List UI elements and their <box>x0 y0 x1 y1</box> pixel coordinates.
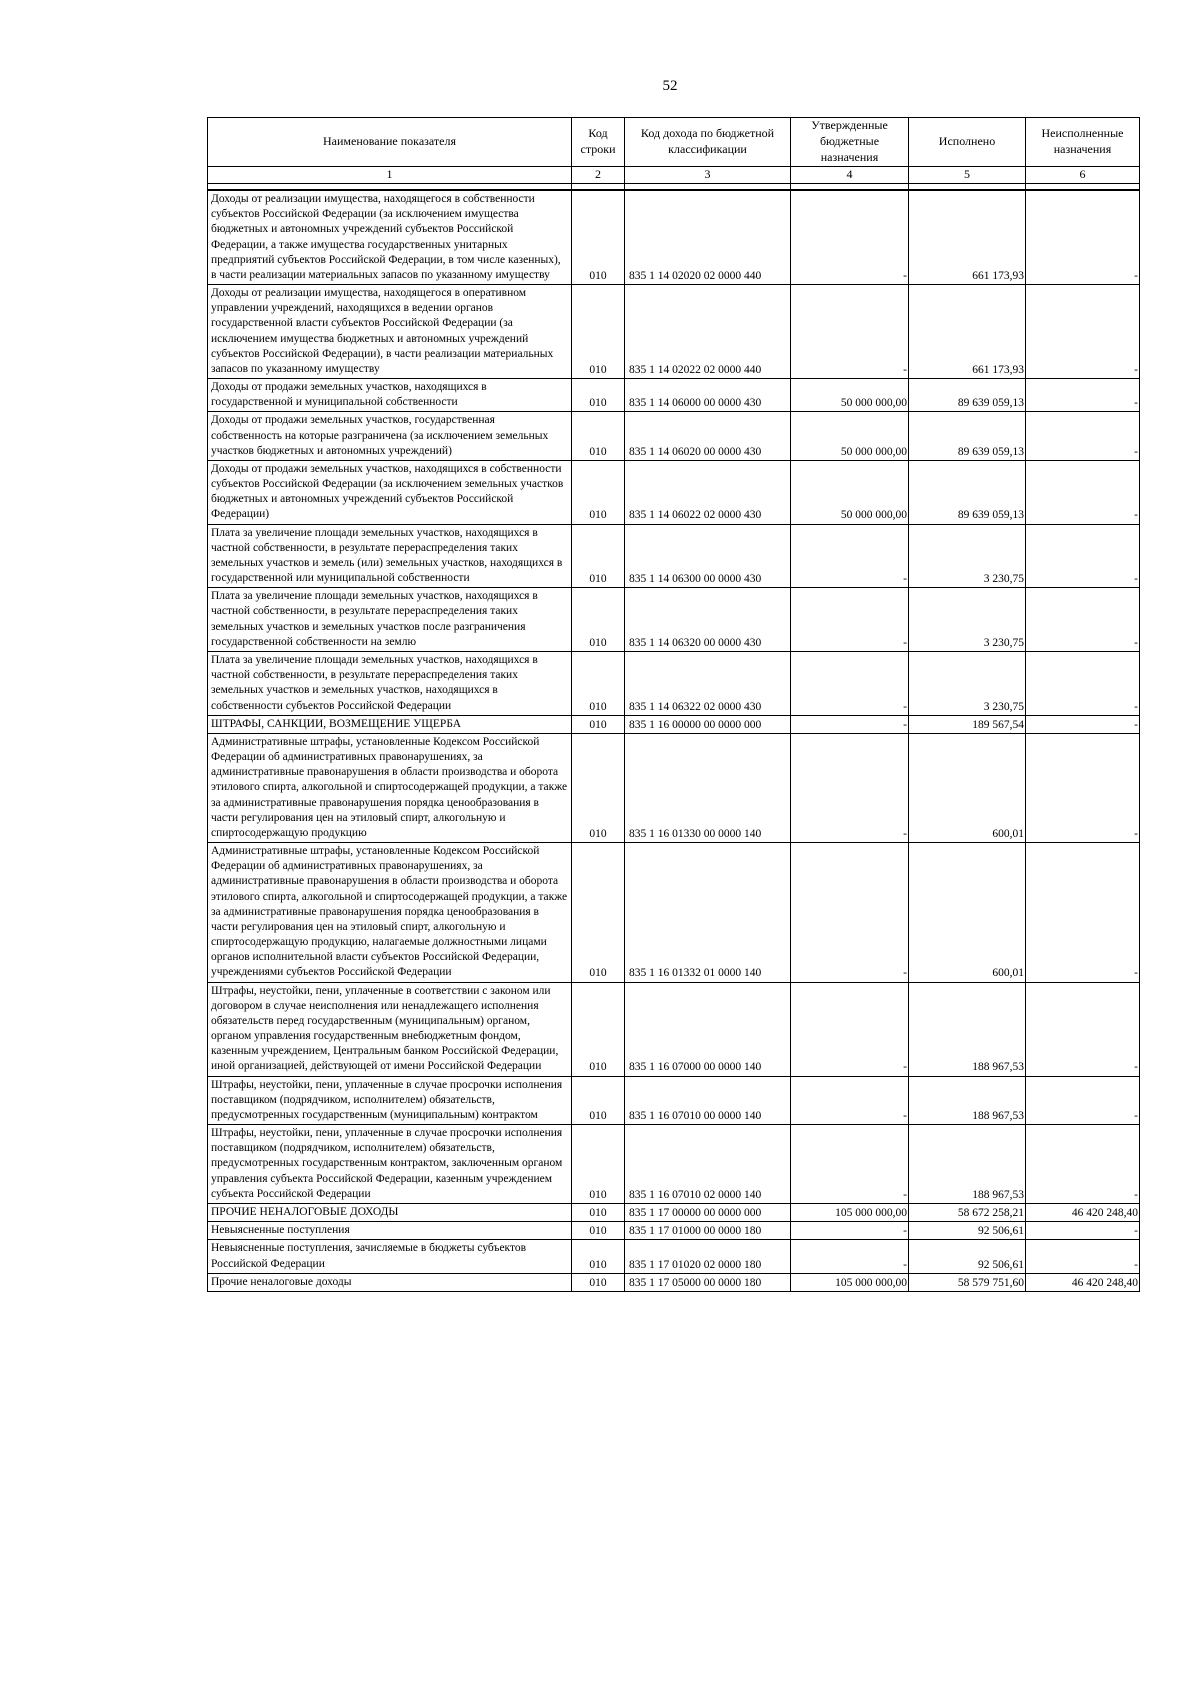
indicator-name: ПРОЧИЕ НЕНАЛОГОВЫЕ ДОХОДЫ <box>208 1204 572 1222</box>
approved-amount: 105 000 000,00 <box>791 1273 909 1291</box>
executed-amount: 189 567,54 <box>909 715 1026 733</box>
page-number: 52 <box>662 78 678 94</box>
income-code: 835 1 14 06320 00 0000 430 <box>625 588 791 652</box>
approved-amount: - <box>791 588 909 652</box>
approved-amount: - <box>791 1240 909 1273</box>
unexecuted-amount: - <box>1026 733 1140 842</box>
row-code: 010 <box>572 460 625 524</box>
indicator-name: Штрафы, неустойки, пени, уплаченные в соответствии с законом или договором в случае неисполнения или ненадлежащего исполнения обязательств перед государственным (муниципальным) органом, органом управления государственным внебюджетным фондом, казенным учреждением, Центральным банком Российской Федерации, иной организацией, действующей от имени Российской Федерации <box>208 982 572 1076</box>
executed-amount: 188 967,53 <box>909 982 1026 1076</box>
table-row <box>208 285 1140 379</box>
income-code: 835 1 14 06020 00 0000 430 <box>625 412 791 461</box>
unexecuted-amount: - <box>1026 982 1140 1076</box>
executed-amount: 92 506,61 <box>909 1240 1026 1273</box>
income-code: 835 1 16 01332 01 0000 140 <box>625 843 791 983</box>
executed-amount: 89 639 059,13 <box>909 460 1026 524</box>
indicator-name: Плата за увеличение площади земельных участков, находящихся в частной собственности, в результате перераспределения таких земельных участков и земельных участков после разграничения государственной собственности на землю <box>208 588 572 652</box>
table-row <box>208 412 1140 461</box>
income-code: 835 1 14 06000 00 0000 430 <box>625 379 791 412</box>
table-row <box>208 190 1140 285</box>
unexecuted-amount: - <box>1026 524 1140 588</box>
table-row <box>208 715 1140 733</box>
income-code: 835 1 14 06022 02 0000 430 <box>625 460 791 524</box>
income-code: 835 1 17 01000 00 0000 180 <box>625 1222 791 1240</box>
income-code: 835 1 16 07000 00 0000 140 <box>625 982 791 1076</box>
table-header-row <box>208 118 1140 167</box>
header-approved: Утвержденные бюджетные назначения <box>791 118 909 167</box>
indicator-name: Доходы от продажи земельных участков, государственная собственность на которые разграничена (за исключением земельных участков бюджетных и автономных учреждений) <box>208 412 572 461</box>
table-row <box>208 1222 1140 1240</box>
row-code: 010 <box>572 1204 625 1222</box>
header-income-code: Код дохода по бюджетной классификации <box>625 118 791 167</box>
unexecuted-amount: - <box>1026 715 1140 733</box>
income-code: 835 1 16 07010 02 0000 140 <box>625 1125 791 1204</box>
unexecuted-amount: - <box>1026 1125 1140 1204</box>
header-unexecuted: Неисполненные назначения <box>1026 118 1140 167</box>
indicator-name: Доходы от реализации имущества, находящегося в оперативном управлении учреждений, находящихся в ведении органов государственной власти субъектов Российской Федерации (за исключением имущества бюджетных и автономных учреждений субъектов Российской Федерации), в части реализации материальных запасов по указанному имуществу <box>208 285 572 379</box>
executed-amount: 600,01 <box>909 843 1026 983</box>
unexecuted-amount: - <box>1026 285 1140 379</box>
executed-amount: 600,01 <box>909 733 1026 842</box>
executed-amount: 188 967,53 <box>909 1076 1026 1125</box>
row-code: 010 <box>572 412 625 461</box>
income-code: 835 1 14 06322 02 0000 430 <box>625 651 791 715</box>
indicator-name: Доходы от продажи земельных участков, находящихся в государственной и муниципальной собственности <box>208 379 572 412</box>
income-code: 835 1 16 00000 00 0000 000 <box>625 715 791 733</box>
approved-amount: 50 000 000,00 <box>791 379 909 412</box>
unexecuted-amount: - <box>1026 843 1140 983</box>
executed-amount: 3 230,75 <box>909 588 1026 652</box>
indicator-name: Административные штрафы, установленные Кодексом Российской Федерации об административных правонарушениях, за административные правонарушения в области производства и оборота этилового спирта, алкогольной и спиртосодержащей продукции, а также за административные правонарушения порядка ценообразования в части регулирования цен на этиловый спирт, алкогольную и спиртосодержащую продукцию, налагаемые должностными лицами органов исполнительной власти субъектов Российской Федерации, учреждениями субъектов Российской Федерации <box>208 843 572 983</box>
table-row <box>208 1273 1140 1291</box>
table-row <box>208 982 1140 1076</box>
unexecuted-amount: - <box>1026 1222 1140 1240</box>
approved-amount: - <box>791 715 909 733</box>
unexecuted-amount: - <box>1026 1240 1140 1273</box>
income-code: 835 1 17 05000 00 0000 180 <box>625 1273 791 1291</box>
column-number: 2 <box>572 167 625 184</box>
table-row <box>208 651 1140 715</box>
income-code: 835 1 17 01020 02 0000 180 <box>625 1240 791 1273</box>
approved-amount: 50 000 000,00 <box>791 460 909 524</box>
column-number: 1 <box>208 167 572 184</box>
table-row <box>208 379 1140 412</box>
indicator-name: Прочие неналоговые доходы <box>208 1273 572 1291</box>
executed-amount: 89 639 059,13 <box>909 412 1026 461</box>
row-code: 010 <box>572 1240 625 1273</box>
row-code: 010 <box>572 1222 625 1240</box>
approved-amount: - <box>791 843 909 983</box>
table-row <box>208 588 1140 652</box>
unexecuted-amount: 46 420 248,40 <box>1026 1273 1140 1291</box>
income-code: 835 1 14 02020 02 0000 440 <box>625 190 791 285</box>
executed-amount: 661 173,93 <box>909 285 1026 379</box>
row-code: 010 <box>572 1125 625 1204</box>
row-code: 010 <box>572 1273 625 1291</box>
executed-amount: 89 639 059,13 <box>909 379 1026 412</box>
row-code: 010 <box>572 982 625 1076</box>
executed-amount: 188 967,53 <box>909 1125 1026 1204</box>
unexecuted-amount: - <box>1026 651 1140 715</box>
approved-amount: 105 000 000,00 <box>791 1204 909 1222</box>
indicator-name: ШТРАФЫ, САНКЦИИ, ВОЗМЕЩЕНИЕ УЩЕРБА <box>208 715 572 733</box>
table-row <box>208 843 1140 983</box>
income-code: 835 1 17 00000 00 0000 000 <box>625 1204 791 1222</box>
column-number: 3 <box>625 167 791 184</box>
indicator-name: Доходы от реализации имущества, находящегося в собственности субъектов Российской Федерации (за исключением имущества бюджетных и автономных учреждений субъектов Российской Федерации, а также имущества государственных унитарных предприятий субъектов Российской Федерации, в том числе казенных), в части реализации материальных запасов по указанному имуществу <box>208 190 572 285</box>
approved-amount: 50 000 000,00 <box>791 412 909 461</box>
table-row <box>208 1240 1140 1273</box>
row-code: 010 <box>572 524 625 588</box>
unexecuted-amount: - <box>1026 588 1140 652</box>
executed-amount: 661 173,93 <box>909 190 1026 285</box>
indicator-name: Доходы от продажи земельных участков, находящихся в собственности субъектов Российской Федерации (за исключением земельных участков бюджетных и автономных учреждений субъектов Российской Федерации) <box>208 460 572 524</box>
executed-amount: 58 579 751,60 <box>909 1273 1026 1291</box>
row-code: 010 <box>572 1076 625 1125</box>
indicator-name: Штрафы, неустойки, пени, уплаченные в случае просрочки исполнения поставщиком (подрядчиком, исполнителем) обязательств, предусмотренных государственным (муниципальным) контрактом <box>208 1076 572 1125</box>
approved-amount: - <box>791 982 909 1076</box>
table-row <box>208 524 1140 588</box>
header-executed: Исполнено <box>909 118 1026 167</box>
header-row-code: Код строки <box>572 118 625 167</box>
approved-amount: - <box>791 651 909 715</box>
approved-amount: - <box>791 524 909 588</box>
approved-amount: - <box>791 1222 909 1240</box>
unexecuted-amount: - <box>1026 379 1140 412</box>
income-code: 835 1 16 07010 00 0000 140 <box>625 1076 791 1125</box>
executed-amount: 92 506,61 <box>909 1222 1026 1240</box>
unexecuted-amount: - <box>1026 412 1140 461</box>
table-row <box>208 733 1140 842</box>
executed-amount: 58 672 258,21 <box>909 1204 1026 1222</box>
row-code: 010 <box>572 285 625 379</box>
approved-amount: - <box>791 1076 909 1125</box>
unexecuted-amount: - <box>1026 460 1140 524</box>
row-code: 010 <box>572 715 625 733</box>
row-code: 010 <box>572 379 625 412</box>
income-code: 835 1 14 02022 02 0000 440 <box>625 285 791 379</box>
row-code: 010 <box>572 588 625 652</box>
unexecuted-amount: 46 420 248,40 <box>1026 1204 1140 1222</box>
unexecuted-amount: - <box>1026 1076 1140 1125</box>
income-code: 835 1 16 01330 00 0000 140 <box>625 733 791 842</box>
unexecuted-amount: - <box>1026 190 1140 285</box>
indicator-name: Плата за увеличение площади земельных участков, находящихся в частной собственности, в результате перераспределения таких земельных участков и земель (или) земельных участков, находящихся в государственной или муниципальной собственности <box>208 524 572 588</box>
indicator-name: Невыясненные поступления <box>208 1222 572 1240</box>
column-number-row <box>208 167 1140 184</box>
indicator-name: Штрафы, неустойки, пени, уплаченные в случае просрочки исполнения поставщиком (подрядчиком, исполнителем) обязательств, предусмотренных государственным контрактом, заключенным органом управления субъекта Российской Федерации, казенным учреждением субъекта Российской Федерации <box>208 1125 572 1204</box>
approved-amount: - <box>791 190 909 285</box>
indicator-name: Плата за увеличение площади земельных участков, находящихся в частной собственности, в результате перераспределения таких земельных участков и земельных участков, находящихся в собственности субъектов Российской Федерации <box>208 651 572 715</box>
header-name: Наименование показателя <box>208 118 572 167</box>
row-code: 010 <box>572 733 625 842</box>
row-code: 010 <box>572 651 625 715</box>
indicator-name: Административные штрафы, установленные Кодексом Российской Федерации об административных правонарушениях, за административные правонарушения в области производства и оборота этилового спирта, алкогольной и спиртосодержащей продукции, а также за административные правонарушения порядка ценообразования в части регулирования цен на этиловый спирт, алкогольную и спиртосодержащую продукцию <box>208 733 572 842</box>
row-code: 010 <box>572 190 625 285</box>
column-number: 4 <box>791 167 909 184</box>
column-number: 6 <box>1026 167 1140 184</box>
row-code: 010 <box>572 843 625 983</box>
table-body <box>208 190 1140 1291</box>
revenue-report-table <box>207 117 1140 1292</box>
table-row <box>208 1076 1140 1125</box>
table-row <box>208 460 1140 524</box>
indicator-name: Невыясненные поступления, зачисляемые в бюджеты субъектов Российской Федерации <box>208 1240 572 1273</box>
approved-amount: - <box>791 285 909 379</box>
table-row <box>208 1204 1140 1222</box>
approved-amount: - <box>791 1125 909 1204</box>
income-code: 835 1 14 06300 00 0000 430 <box>625 524 791 588</box>
column-number: 5 <box>909 167 1026 184</box>
executed-amount: 3 230,75 <box>909 524 1026 588</box>
executed-amount: 3 230,75 <box>909 651 1026 715</box>
table-row <box>208 1125 1140 1204</box>
approved-amount: - <box>791 733 909 842</box>
